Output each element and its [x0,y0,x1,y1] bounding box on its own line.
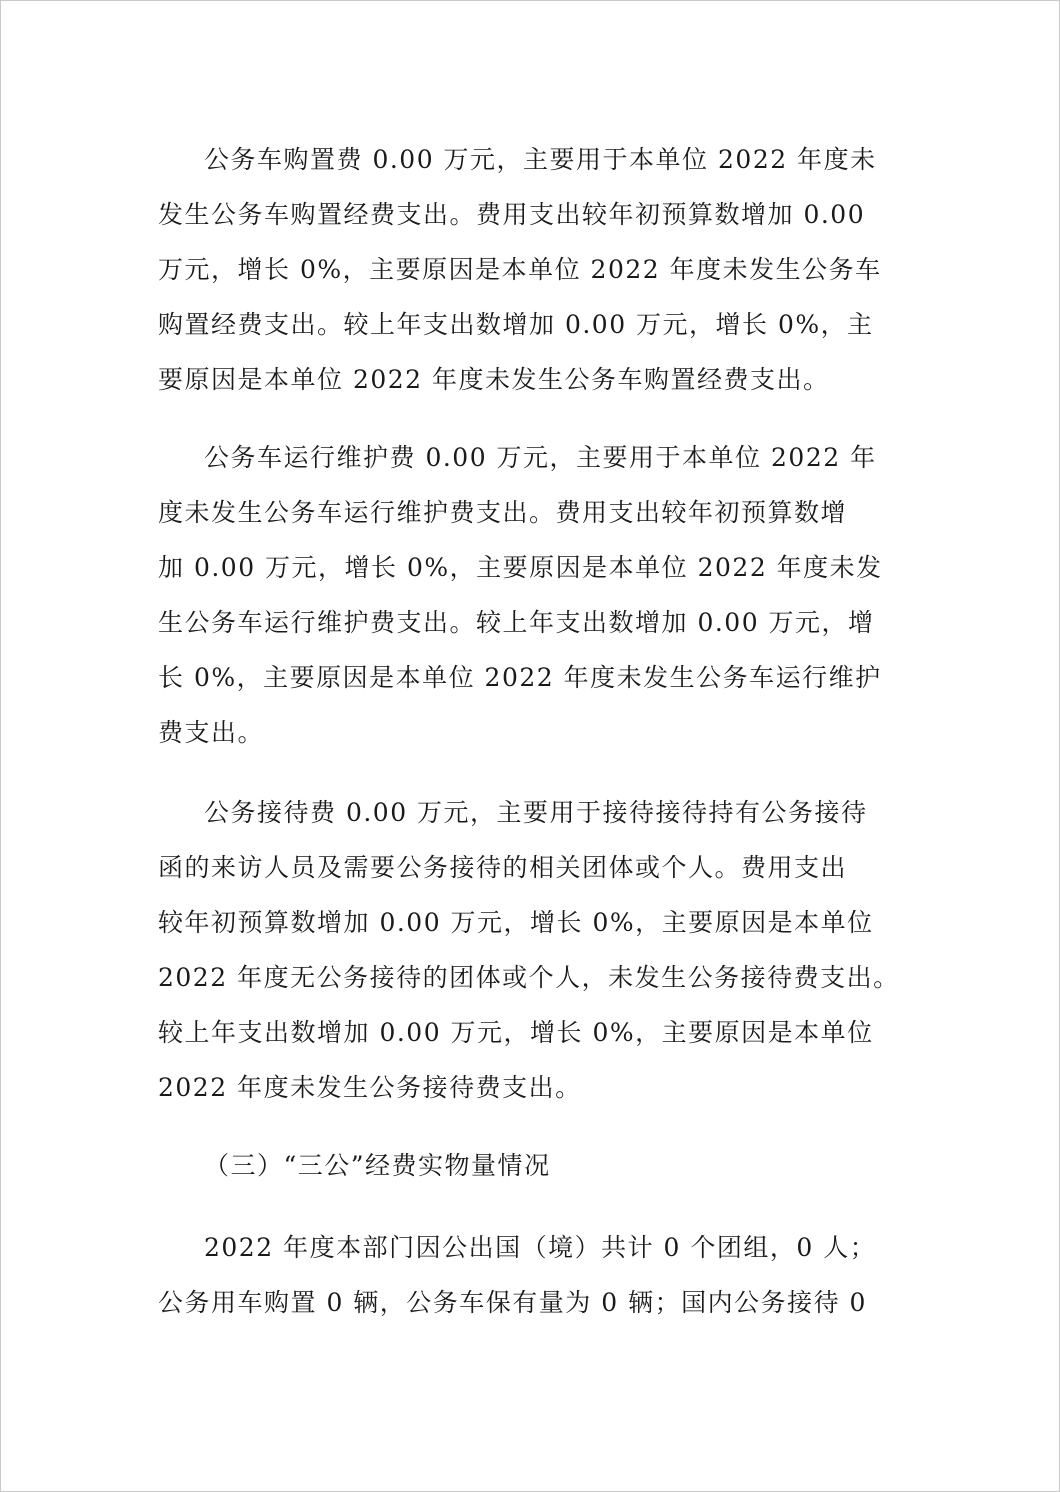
paragraph-reception-line-6: 2022 年度未发生公务接待费支出。 [158,1073,582,1102]
paragraph-vehicle-maintenance-line-3: 加 0.00 万元，增长 0%，主要原因是本单位 2022 年度未发 [158,553,883,582]
paragraph-vehicle-purchase-line-4: 购置经费支出。较上年支出数增加 0.00 万元，增长 0%，主 [158,310,874,339]
paragraph-vehicle-purchase-line-3: 万元，增长 0%，主要原因是本单位 2022 年度未发生公务车 [158,255,882,284]
paragraph-vehicle-maintenance-line-1: 公务车运行维护费 0.00 万元，主要用于本单位 2022 年 [204,443,877,472]
paragraph-vehicle-purchase-line-2: 发生公务车购置经费支出。费用支出较年初预算数增加 0.00 [158,200,866,229]
paragraph-vehicle-maintenance-line-2: 度未发生公务车运行维护费支出。费用支出较年初预算数增 [158,498,848,527]
paragraph-reception-line-1: 公务接待费 0.00 万元，主要用于接待接待持有公务接待 [204,798,868,827]
paragraph-reception-line-2: 函的来访人员及需要公务接待的相关团体或个人。费用支出 [158,853,848,882]
paragraph-vehicle-maintenance-line-4: 生公务车运行维护费支出。较上年支出数增加 0.00 万元，增 [158,608,875,637]
paragraph-vehicle-purchase-line-1: 公务车购置费 0.00 万元，主要用于本单位 2022 年度未 [204,145,877,174]
paragraph-physical-quantity-line-1: 2022 年度本部门因公出国（境）共计 0 个团组，0 人； [204,1233,877,1262]
paragraph-vehicle-maintenance-line-6: 费支出。 [158,718,265,747]
section-heading: （三）“三公”经费实物量情况 [204,1151,551,1180]
paragraph-reception-line-5: 较上年支出数增加 0.00 万元，增长 0%，主要原因是本单位 [158,1018,874,1047]
paragraph-vehicle-purchase-line-5: 要原因是本单位 2022 年度未发生公务车购置经费支出。 [158,365,830,394]
paragraph-reception-line-4: 2022 年度无公务接待的团体或个人，未发生公务接待费支出。 [158,963,900,992]
paragraph-reception-line-3: 较年初预算数增加 0.00 万元，增长 0%，主要原因是本单位 [158,908,874,937]
paragraph-physical-quantity-line-2: 公务用车购置 0 辆，公务车保有量为 0 辆；国内公务接待 0 [158,1288,867,1317]
paragraph-vehicle-maintenance-line-5: 长 0%，主要原因是本单位 2022 年度未发生公务车运行维护 [158,663,882,692]
